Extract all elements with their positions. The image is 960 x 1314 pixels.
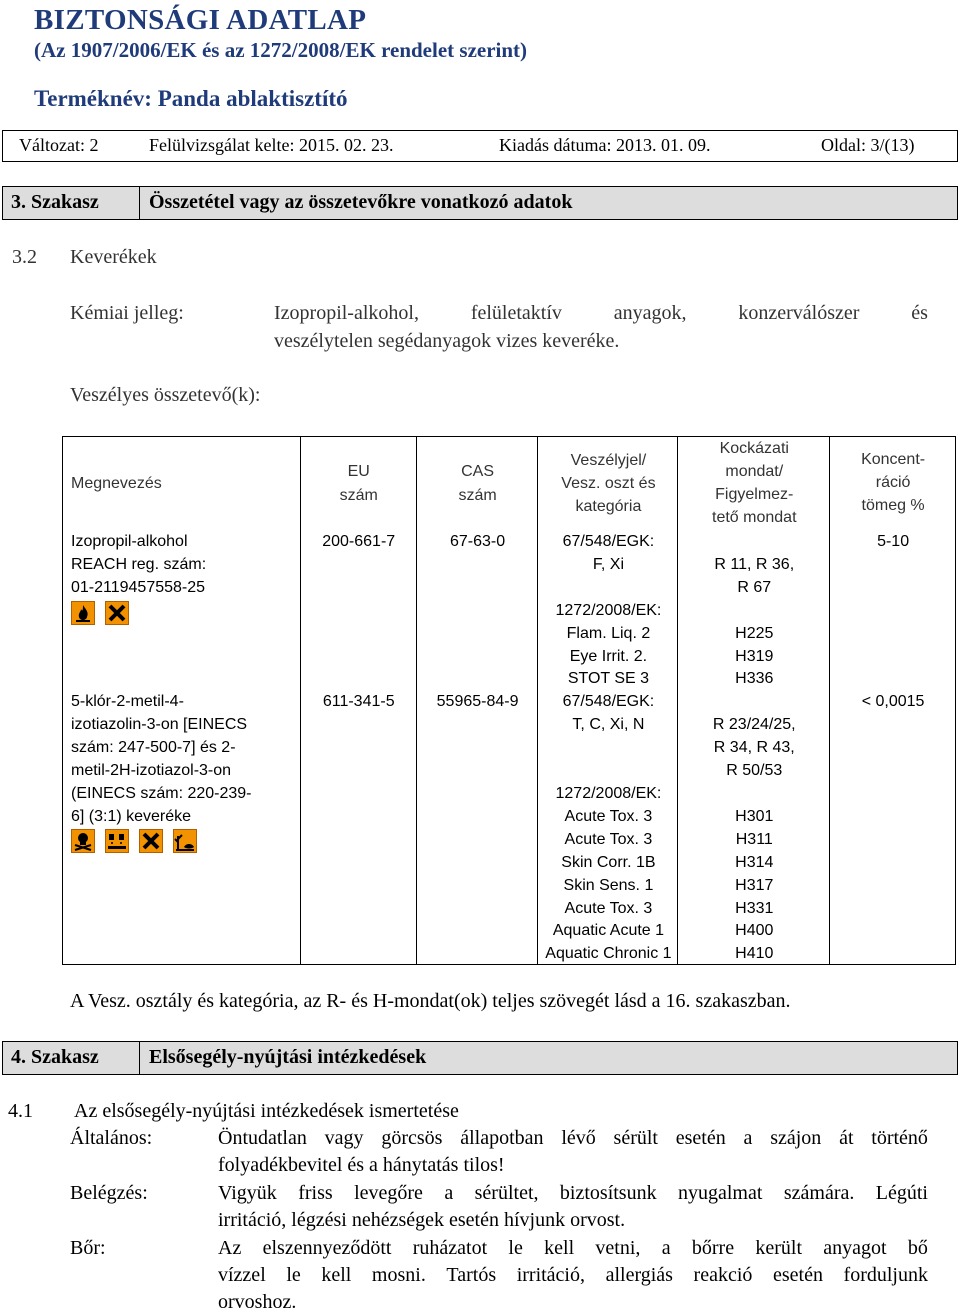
row1-risk-phrase: H336 [735,670,774,687]
word: Légúti [875,1182,928,1204]
harmful-cross-icon [139,829,163,853]
row1-risk-phrase: R 11, R 36, [714,556,795,573]
document-subtitle: (Az 1907/2006/EK és az 1272/2008/EK rendelet szerint) [34,38,528,62]
row2-risk-phrase: R 23/24/25, [712,716,796,733]
header-eu: szám [339,487,378,504]
row1-risk-phrase: H225 [735,625,774,642]
row2-name: (EINECS szám: 220-239- [71,785,252,802]
row1-concentration: 5-10 [877,533,910,550]
chem-word: felületaktív [470,302,562,324]
row1-classification: Eye Irrit. 2. [569,648,648,665]
skull-icon [71,829,95,853]
row2-eu-number: 611-341-5 [322,693,395,710]
word: anyagot [823,1237,887,1259]
word: levegőre [354,1182,423,1204]
harmful-cross-icon [105,601,129,625]
table-column-name [63,437,301,965]
header-cas: szám [458,487,497,504]
header-classification: Veszélyjel/ [570,452,647,469]
row1-pictograms [71,601,139,625]
header-name: Megnevezés [71,475,162,492]
table-column-risk-phrases [678,437,830,965]
word: irritáció, [516,1264,585,1286]
row1-risk-phrase: H319 [735,648,774,665]
chem-word: anyagok, [613,302,687,324]
row1-classification: Flam. Liq. 2 [566,625,651,642]
subsection-3-2-number: 3.2 [12,246,37,268]
row1-classification: F, Xi [592,556,624,573]
row2-classification: Acute Tox. 3 [564,831,653,848]
table-column-eu [300,437,416,965]
components-table [62,436,956,965]
review-date-text: Felülvizsgálat kelte: 2015. 02. 23. [149,135,394,155]
row1-classification: STOT SE 3 [567,670,650,687]
word: allergiás [605,1264,673,1286]
subsection-4-1-number: 4.1 [8,1100,33,1122]
corrosive-icon [105,829,129,853]
row2-classification: 1272/2008/EK: [555,785,662,802]
row2-name: metil-2H-izotiazol-3-on [71,762,232,779]
first-aid-inhalation-line [218,1182,928,1205]
row1-cas-number: 67-63-0 [450,533,506,550]
word: át [839,1127,854,1149]
row2-cas-number: 55965-84-9 [436,693,519,710]
first-aid-skin-line: orvoshoz. [218,1291,297,1313]
section-4-header [2,1041,958,1075]
word: kell [544,1237,575,1259]
environment-icon [173,829,197,853]
word: a [743,1127,753,1149]
word: sérültet, [474,1182,539,1204]
first-aid-inhalation-line: irritáció, légzési nehézségek esetén hívjunk orvost. [218,1209,626,1231]
row1-name: 01-2119457558-25 [71,579,206,596]
section-3-title: Összetétel vagy az összetevőkre vonatkozó adatok [149,191,573,213]
row2-risk-phrase: R 50/53 [726,762,783,779]
word: a [444,1182,454,1204]
header-risk: Kockázati [719,440,789,457]
table-column-classification [538,437,678,965]
row1-name: Izopropil-alkohol [71,533,188,550]
header-classification: Vesz. oszt és [561,475,656,492]
first-aid-skin-label: Bőr: [70,1237,106,1259]
row2-risk-phrase: H400 [735,922,774,939]
section-divider [139,187,140,219]
word: sérült [613,1127,658,1149]
row2-risk-phrase: H301 [735,808,774,825]
header-concentration: tömeg % [861,497,925,514]
first-aid-general-line: folyadékbevitel és a hánytatás tilos! [218,1154,505,1176]
row2-classification: Acute Tox. 3 [564,900,653,917]
word: állapotban [460,1127,544,1149]
header-cas: CAS [461,463,495,480]
row2-risk-phrase: R 34, R 43, [713,739,795,756]
word: bőrre [691,1237,735,1259]
document-title: BIZTONSÁGI ADATLAP [34,4,367,36]
row1-classification: 1272/2008/EK: [555,602,662,619]
row2-name: 5-klór-2-metil-4- [71,693,184,710]
row2-classification: Skin Corr. 1B [561,854,656,871]
word: került [755,1237,803,1259]
row2-concentration: < 0,0015 [861,693,925,710]
subsection-4-1-title: Az elsősegély-nyújtási intézkedések ismertetése [74,1100,459,1122]
word: elszennyeződött [262,1237,392,1259]
word: történő [871,1127,928,1149]
word: mosni. [371,1264,426,1286]
section-3-header [2,186,958,220]
product-name: Terméknév: Panda ablaktisztító [34,86,348,111]
word: le [286,1264,301,1286]
row2-name: izotiazolin-3-on [EINECS [71,716,248,733]
word: ruházatot [412,1237,488,1259]
word: esetén [675,1127,726,1149]
word: reakció [693,1264,753,1286]
row2-pictograms [71,829,207,853]
word: szájon [770,1127,822,1149]
word: nyugalmat [678,1182,763,1204]
chem-word: konzerválószer [738,302,860,324]
document-info-bar [2,130,958,162]
hazardous-components-label: Veszélyes összetevő(k): [70,384,261,406]
row2-risk-phrase: H317 [735,877,774,894]
word: vagy [324,1127,364,1149]
row1-classification: 67/548/EGK: [562,533,655,550]
issue-date-text: Kiadás dátuma: 2013. 01. 09. [499,135,711,155]
row1-name: REACH reg. szám: [71,556,207,573]
word: Az [218,1237,242,1259]
first-aid-general-line [218,1127,928,1150]
table-column-concentration [830,437,956,965]
row1-eu-number: 200-661-7 [322,533,396,550]
version-text: Változat: 2 [19,135,99,155]
word: lévő [561,1127,596,1149]
word: számára. [783,1182,855,1204]
word: bő [907,1237,928,1259]
word: friss [298,1182,333,1204]
chem-word: és [911,302,928,324]
row2-classification: Aquatic Chronic 1 [545,945,672,962]
word: Vigyük [218,1182,277,1204]
first-aid-skin-line [218,1264,928,1287]
word: biztosítsunk [559,1182,657,1204]
row2-name: 6] (3:1) keveréke [71,808,192,825]
chemical-nature-line: veszélytelen segédanyagok vizes keveréke. [274,330,620,352]
row2-classification: 67/548/EGK: [562,693,655,710]
section-divider [139,1042,140,1074]
row2-name: szám: 247-500-7] és 2- [71,739,236,756]
row2-classification: Skin Sens. 1 [563,877,654,894]
word: esetén [772,1264,823,1286]
header-eu: EU [347,463,370,480]
chem-word: Izopropil-alkohol, [274,302,419,324]
row2-classification: Acute Tox. 3 [564,808,653,825]
row2-risk-phrase: H314 [735,854,774,871]
word: le [508,1237,523,1259]
section-4-number: 4. Szakasz [11,1046,99,1068]
header-risk: tető mondat [712,509,797,526]
section-4-title: Elsősegély-nyújtási intézkedések [149,1046,427,1068]
header-risk: Figyelmez- [715,486,794,503]
chemical-nature-label: Kémiai jelleg: [70,302,184,324]
word: a [661,1237,671,1259]
page-number-text: Oldal: 3/(13) [821,135,915,155]
word: vetni, [595,1237,641,1259]
word: vízzel [218,1264,266,1286]
header-concentration: ráció [875,474,911,491]
first-aid-inhalation-label: Belégzés: [70,1182,148,1204]
word: görcsös [381,1127,443,1149]
table-column-cas [416,437,538,965]
subsection-3-2-title: Keverékek [70,246,157,268]
first-aid-skin-line [218,1237,928,1260]
row2-risk-phrase: H311 [735,831,773,848]
row1-risk-phrase: R 67 [737,579,772,596]
row2-classification: Aquatic Acute 1 [552,922,665,939]
row2-risk-phrase: H410 [735,945,774,962]
word: kell [321,1264,352,1286]
chemical-nature-line [274,302,928,325]
first-aid-general-label: Általános: [70,1127,153,1149]
table-footnote: A Vesz. osztály és kategória, az R- és H-mondat(ok) teljes szövegét lásd a 16. szakaszban. [70,990,791,1012]
header-concentration: Koncent- [861,451,926,468]
header-risk: mondat/ [725,463,784,480]
section-3-number: 3. Szakasz [11,191,99,213]
word: Tartós [446,1264,497,1286]
row2-risk-phrase: H331 [735,900,774,917]
row2-classification: T, C, Xi, N [572,716,645,733]
word: forduljunk [843,1264,928,1286]
word: Öntudatlan [218,1127,307,1149]
flame-icon [71,601,95,625]
header-classification: kategória [575,498,642,515]
